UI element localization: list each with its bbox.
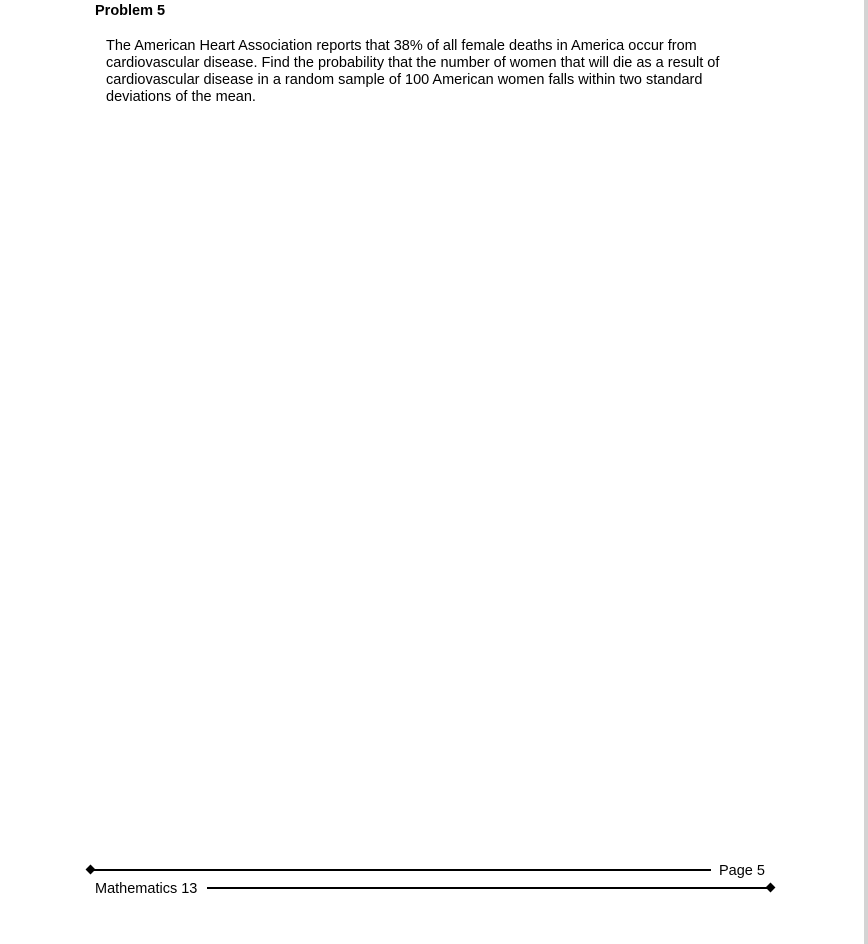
course-name: Mathematics 13 [95, 881, 198, 897]
problem-title: Problem 5 [95, 3, 166, 19]
problem-text: The American Heart Association reports that 38% of all female deaths in America occur from cardiovascular disease. Find the probability that the number of women that will die as a result of cardiovascular disease in a random sample of 100 American women falls within two standard deviations of the mean. [106, 38, 720, 105]
footer-rule-bottom [207, 887, 772, 889]
page-edge-shadow [864, 0, 868, 944]
footer-rule-top [91, 869, 711, 871]
page-number: Page 5 [719, 863, 765, 879]
footer-diamond-right-icon [766, 883, 776, 893]
